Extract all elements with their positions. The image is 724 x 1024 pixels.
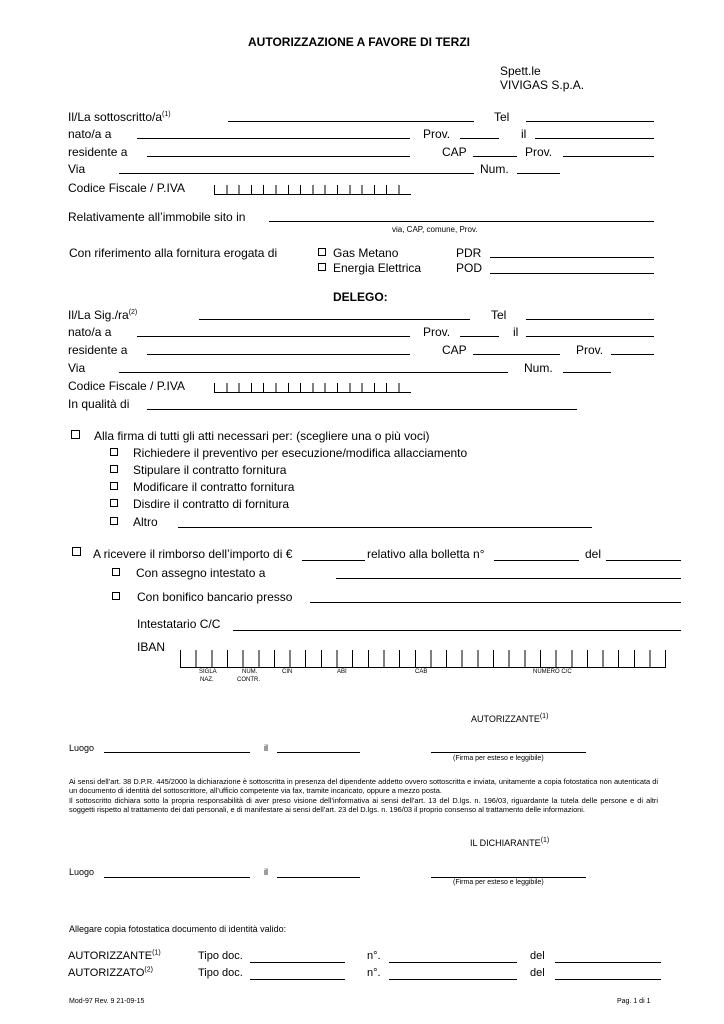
attach-note: Allegare copia fotostatica documento di identità valido:	[69, 924, 287, 934]
refund-del-label: del	[585, 547, 602, 561]
iban-label-numero-cc: NUMERO C/C	[533, 669, 572, 675]
iban-label-num: NUM.	[242, 669, 258, 675]
iban-label-contr: CONTR.	[237, 677, 260, 683]
sec1-tel-field[interactable]	[526, 121, 654, 122]
sec2-name-label: Il/La $Sig./ra^{(2)}$	[68, 308, 138, 322]
refund-relative-label: relativo alla bolletta n°	[367, 547, 485, 561]
attach-row-2-n-label: n°.	[367, 967, 381, 979]
elec-checkbox[interactable]	[318, 263, 326, 271]
attach-row-1-label: AUTORIZZANTE$^{(1)}$	[68, 949, 161, 962]
attach-row-2-del-label: del	[530, 967, 545, 979]
property-field[interactable]	[269, 221, 654, 222]
sec2-quality-label: In qualità di	[68, 397, 130, 411]
decl-firma-hint: (Firma per esteso e leggibile)	[453, 879, 544, 886]
option-other-field[interactable]	[178, 527, 592, 528]
refund-bill-field[interactable]	[494, 560, 579, 561]
cheque-label: Con assegno intestato a	[136, 566, 266, 580]
sec1-tel-label: Tel	[494, 110, 510, 124]
option-other-checkbox[interactable]	[110, 517, 118, 525]
sec2-cf-field[interactable]	[214, 383, 411, 393]
sec2-tel-label: Tel	[491, 308, 507, 322]
sec1-cf-field[interactable]	[214, 185, 411, 195]
holder-label: Intestatario C/C	[137, 617, 221, 631]
sec1-via-label: Via	[68, 162, 86, 176]
sec2-date-field[interactable]	[526, 336, 654, 337]
footer-revision: Mod-97 Rev. 9 21-09-15	[69, 998, 145, 1005]
sec2-prov-label: Prov.	[423, 325, 451, 339]
pod-field[interactable]	[490, 273, 654, 274]
sec1-date-field[interactable]	[535, 138, 654, 139]
iban-label-cab: CAB	[415, 669, 428, 675]
auth-sign-title: AUTORIZZANTE$^{(1)}$	[471, 713, 549, 724]
pdr-field[interactable]	[490, 257, 654, 258]
decl-date-field[interactable]	[277, 877, 360, 878]
legal-paragraph-1: Ai sensi dell’art. 38 D.P.R. 445/2000 la dichiarazione è sottoscritta in presenza del dipendente addetto ovvero sottoscritta e inviata, unitamente a copia fotostatica non autenticata di un documento di identità del sottoscrittore, all’ufficio competente via fax, tramite incaricato, oppure a mezzo posta.	[69, 777, 658, 795]
sec2-resident-label: residente a	[68, 343, 128, 357]
holder-field[interactable]	[233, 630, 681, 631]
footer-page: Pag. 1 di 1	[617, 998, 651, 1005]
sec1-name-field[interactable]	[228, 121, 474, 122]
option-quote-checkbox[interactable]	[110, 448, 118, 456]
delego-heading: DELEGO:	[333, 290, 388, 304]
iban-label-cin: CIN	[282, 669, 293, 675]
sec2-name-field[interactable]	[199, 319, 470, 320]
transfer-label: Con bonifico bancario presso	[137, 590, 293, 604]
attach-row-2-tipo-label: Tipo doc.	[198, 967, 243, 979]
sec2-born-label: nato/a a	[68, 325, 112, 339]
option-terminate-label: Disdire il contratto di fornitura	[133, 497, 290, 511]
attach-row-2-tipo-field[interactable]	[250, 979, 345, 980]
sec1-cf-label: Codice Fiscale / P.IVA	[68, 181, 185, 195]
sec1-prov2-field[interactable]	[563, 156, 654, 157]
sec1-num-label: Num.	[480, 162, 509, 176]
sec2-cap-field[interactable]	[473, 354, 560, 355]
attach-row-1-n-field[interactable]	[389, 962, 517, 963]
sec2-prov-field[interactable]	[460, 336, 499, 337]
sec2-via-field[interactable]	[119, 372, 508, 373]
refund-label: A ricevere il rimborso dell’importo di €	[93, 547, 293, 561]
auth-date-field[interactable]	[277, 752, 360, 753]
iban-field[interactable]	[180, 650, 666, 668]
decl-il-label: il	[264, 867, 268, 877]
refund-checkbox[interactable]	[72, 547, 81, 556]
decl-sign-title: IL DICHIARANTE$^{(1)}$	[470, 837, 550, 848]
attach-row-1-del-label: del	[530, 950, 545, 962]
sec1-resident-label: residente a	[68, 145, 128, 159]
option-stipulate-checkbox[interactable]	[110, 465, 118, 473]
sec2-quality-field[interactable]	[147, 409, 577, 410]
iban-label-sigla: SIGLA	[199, 669, 217, 675]
option-terminate-checkbox[interactable]	[110, 499, 118, 507]
transfer-checkbox[interactable]	[112, 592, 120, 600]
cheque-field[interactable]	[336, 578, 681, 579]
sec1-il-label: il	[521, 127, 527, 141]
legal-paragraph-2: Il sottoscritto dichiara sotto la propria responsabilità di aver preso visione dell’informativa ai sensi dell’art. 13 del D.lgs. n. 196/03, riguardante la tutela delle persone e di altri soggetti rispetto al trattamento dei dati personali, e di manifestare ai sensi dell’art. 23 del D.lgs. n. 196/03 il proprio consenso al trattamento delle informazioni.	[69, 796, 658, 814]
attach-row-2-n-field[interactable]	[389, 979, 517, 980]
iban-label-abi: ABI	[337, 669, 347, 675]
sec2-il-label: il	[513, 325, 519, 339]
pod-label: POD	[456, 261, 483, 275]
property-label: Relativamente all’immobile sito in	[68, 210, 246, 224]
pdr-label: PDR	[456, 246, 482, 260]
decl-luogo-label: Luogo	[69, 867, 95, 877]
supply-label: Con riferimento alla fornitura erogata di	[69, 246, 278, 260]
refund-date-field[interactable]	[606, 560, 681, 561]
sec2-via-label: Via	[68, 361, 86, 375]
sec1-cap-field[interactable]	[473, 156, 517, 157]
decl-luogo-field[interactable]	[104, 877, 250, 878]
attach-row-1-del-field[interactable]	[555, 962, 661, 963]
sec1-name-label: Il/La sottoscritto/$a^{(1)}$	[68, 110, 171, 124]
sec1-via-field[interactable]	[119, 173, 474, 174]
sec2-born-field[interactable]	[137, 336, 410, 337]
option-modify-label: Modificare il contratto fornitura	[133, 480, 295, 494]
option-quote-label: Richiedere il preventivo per esecuzione/modifica allacciamento	[133, 446, 468, 460]
sec2-num-field[interactable]	[563, 372, 611, 373]
recipient-line2: VIVIGAS S.p.A.	[500, 78, 585, 92]
sec1-prov-label: Prov.	[423, 127, 451, 141]
attach-row-2-label: AUTORIZZATO$^{(2)}$	[68, 966, 153, 979]
gas-checkbox[interactable]	[318, 248, 326, 256]
attach-row-2-del-field[interactable]	[555, 979, 661, 980]
sign-acts-label: Alla firma di tutti gli atti necessari per: (scegliere una o più voci)	[94, 429, 430, 443]
sec2-resident-field[interactable]	[147, 354, 410, 355]
iban-label: IBAN	[137, 640, 166, 654]
auth-luogo-label: Luogo	[69, 743, 95, 753]
decl-signature-field[interactable]	[431, 877, 586, 878]
elec-label: Energia Elettrica	[333, 261, 422, 275]
cheque-checkbox[interactable]	[112, 568, 120, 576]
property-hint: via, CAP, comune, Prov.	[392, 225, 478, 234]
sec1-num-field[interactable]	[517, 173, 560, 174]
sec2-tel-field[interactable]	[526, 319, 654, 320]
sec2-prov2-field[interactable]	[611, 354, 654, 355]
option-stipulate-label: Stipulare il contratto fornitura	[133, 463, 287, 477]
auth-firma-hint: (Firma per esteso e leggibile)	[453, 755, 544, 762]
page-title: AUTORIZZAZIONE A FAVORE DI TERZI	[248, 35, 470, 49]
gas-label: Gas Metano	[333, 246, 399, 260]
attach-row-1-n-label: n°.	[367, 950, 381, 962]
sign-acts-checkbox[interactable]	[71, 430, 80, 439]
sec1-resident-field[interactable]	[147, 156, 410, 157]
sec1-prov2-label: Prov.	[525, 145, 553, 159]
sec2-cap-label: CAP	[442, 343, 467, 357]
sec2-num-label: Num.	[524, 361, 553, 375]
sec1-cap-label: CAP	[442, 145, 467, 159]
auth-luogo-field[interactable]	[104, 752, 250, 753]
iban-label-naz: NAZ.	[200, 677, 214, 683]
auth-signature-field[interactable]	[431, 752, 586, 753]
auth-il-label: il	[264, 743, 268, 753]
option-other-label: Altro	[133, 515, 158, 529]
sec1-born-field[interactable]	[137, 138, 410, 139]
transfer-field[interactable]	[310, 602, 681, 603]
attach-row-1-tipo-field[interactable]	[250, 962, 345, 963]
option-modify-checkbox[interactable]	[110, 482, 118, 490]
sec2-prov2-label: Prov.	[576, 343, 604, 357]
sec1-born-label: nato/a a	[68, 127, 112, 141]
recipient-line1: Spett.le	[500, 64, 541, 78]
sec1-prov-field[interactable]	[460, 138, 499, 139]
refund-amount-field[interactable]	[302, 560, 365, 561]
sec2-cf-label: Codice Fiscale / P.IVA	[68, 379, 185, 393]
attach-row-1-tipo-label: Tipo doc.	[198, 950, 243, 962]
